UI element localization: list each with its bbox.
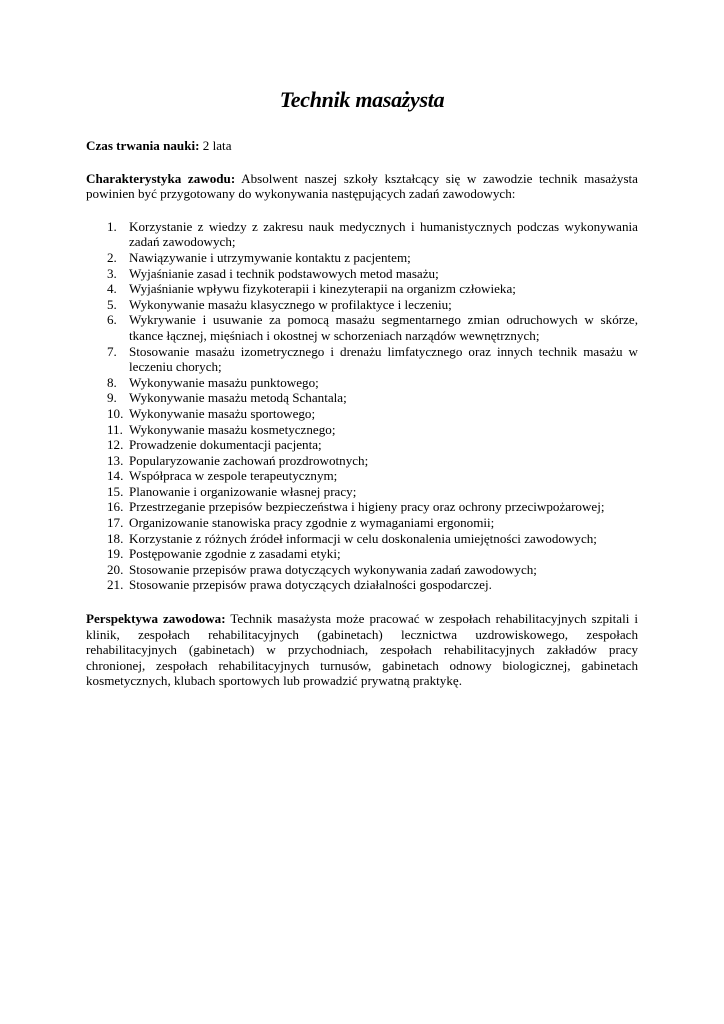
perspective-label: Perspektywa zawodowa: xyxy=(86,611,226,627)
duty-text: Przestrzeganie przepisów bezpieczeństwa i higieny pracy oraz ochrony przeciwpożarowej; xyxy=(129,499,605,515)
characteristics-text: Absolwent naszej szkoły kształcący się w zawodzie technik masażysta powinien być przygotowany do wykonywania następujących zadań zawodowych: xyxy=(86,170,638,202)
duty-number: 3. xyxy=(107,265,117,281)
duty-list-item xyxy=(107,312,638,343)
duty-number: 4. xyxy=(107,281,117,297)
duty-text: Wykonywanie masażu klasycznego w profilaktyce i leczeniu; xyxy=(129,296,452,312)
duty-number: 18. xyxy=(107,530,124,546)
duty-text: Stosowanie przepisów prawa dotyczących wykonywania zadań zawodowych; xyxy=(129,561,537,577)
duty-list-item xyxy=(107,390,638,406)
duty-text: Organizowanie stanowiska pracy zgodnie z wymaganiami ergonomii; xyxy=(129,515,495,531)
duty-number: 9. xyxy=(107,390,117,406)
duty-list-item xyxy=(107,296,638,313)
duty-list-item xyxy=(107,405,638,422)
duty-list-item xyxy=(107,265,638,282)
duty-list-item xyxy=(107,468,638,484)
duty-list-item xyxy=(107,546,638,562)
duty-list-item xyxy=(107,577,638,593)
duty-list-item xyxy=(107,515,638,531)
duty-text: Wykonywanie masażu sportowego; xyxy=(129,405,316,421)
duty-number: 1. xyxy=(107,218,117,234)
duty-text: Współpraca w zespole terapeutycznym; xyxy=(129,468,338,484)
duty-number: 12. xyxy=(107,437,124,453)
duties-list xyxy=(86,219,638,593)
duty-number: 17. xyxy=(107,515,124,531)
duty-list-item xyxy=(107,374,638,391)
duration-value: 2 lata xyxy=(202,138,232,153)
duty-number: 8. xyxy=(107,374,117,390)
duty-number: 13. xyxy=(107,452,124,468)
duty-list-item xyxy=(107,499,638,515)
duty-text: Planowanie i organizowanie własnej pracy; xyxy=(129,483,357,499)
duty-list-item xyxy=(107,437,638,453)
perspective-text: Technik masażysta może pracować w zespołach rehabilitacyjnych szpitali i klinik, zespołach rehabilitacyjnych (gabinetach) lecznictwa uzdrowiskowego, zespołach rehabilitacyjnych (gabinetach) w przychodniach, zespołach rehabilitacyjnych zakładów pracy chronionej, zespołach rehabilitacyjnych turnusów, gabinetach odnowy biologicznej, gabinetach kosmetycznych, klubach sportowych lub prowadzić prywatną praktykę. xyxy=(86,611,638,689)
page-title: Technik masażysta xyxy=(279,87,445,112)
duty-number: 21. xyxy=(107,577,124,593)
duration-paragraph xyxy=(86,138,638,154)
duty-list-item xyxy=(107,483,638,500)
duty-number: 10. xyxy=(107,405,124,421)
perspective-paragraph xyxy=(86,611,638,689)
duty-text: Korzystanie z różnych źródeł informacji w celu doskonalenia umiejętności zawodowych; xyxy=(129,530,597,546)
duty-list-item xyxy=(107,218,638,250)
duty-number: 15. xyxy=(107,483,124,499)
duty-list-item xyxy=(107,561,638,578)
duty-text: Popularyzowanie zachowań prozdrowotnych; xyxy=(129,452,369,468)
duty-text: Korzystanie z wiedzy z zakresu nauk medycznych i humanistycznych podczas wykonywania zadań zawodowych; xyxy=(129,218,638,250)
duty-list-item xyxy=(107,421,638,438)
duty-text: Prowadzenie dokumentacji pacjenta; xyxy=(129,437,322,453)
duty-number: 6. xyxy=(107,312,117,328)
duty-number: 11. xyxy=(107,421,123,437)
duty-list-item xyxy=(107,249,638,266)
duty-number: 7. xyxy=(107,343,117,359)
duty-text: Wykrywanie i usuwanie za pomocą masażu segmentarnego zmian odruchowych w skórze, tkance łącznej, mięśniach i okostnej w schorzeniach narządów wewnętrznych; xyxy=(129,312,638,343)
duty-number: 20. xyxy=(107,561,124,577)
duty-text: Wyjaśnianie zasad i technik podstawowych metod masażu; xyxy=(129,265,439,281)
duty-text: Wykonywanie masażu kosmetycznego; xyxy=(129,421,336,437)
document-page xyxy=(86,86,638,689)
duty-list-item xyxy=(107,452,638,469)
duty-list-item xyxy=(107,530,638,547)
spacer xyxy=(86,593,638,611)
duty-number: 2. xyxy=(107,249,117,265)
duty-list-item xyxy=(107,281,638,297)
duration-label: Czas trwania nauki: xyxy=(86,138,200,153)
duty-list-item xyxy=(107,343,638,375)
duty-text: Wykonywanie masażu metodą Schantala; xyxy=(129,390,347,406)
duty-number: 14. xyxy=(107,468,124,484)
characteristics-paragraph xyxy=(86,171,638,202)
duty-text: Wykonywanie masażu punktowego; xyxy=(129,374,319,390)
duty-text: Postępowanie zgodnie z zasadami etyki; xyxy=(129,546,341,562)
duty-number: 5. xyxy=(107,296,117,312)
duty-number: 19. xyxy=(107,546,124,562)
duty-text: Stosowanie przepisów prawa dotyczących działalności gospodarczej. xyxy=(129,577,492,593)
characteristics-label: Charakterystyka zawodu: xyxy=(86,170,236,186)
duty-text: Nawiązywanie i utrzymywanie kontaktu z pacjentem; xyxy=(129,249,411,265)
duty-text: Wyjaśnianie wpływu fizykoterapii i kinezyterapii na organizm człowieka; xyxy=(129,281,516,297)
duty-number: 16. xyxy=(107,499,124,515)
spacer xyxy=(86,202,638,219)
duty-text: Stosowanie masażu izometrycznego i drenażu limfatycznego oraz innych technik masażu w leczeniu chorych; xyxy=(129,343,638,375)
spacer xyxy=(86,154,638,171)
